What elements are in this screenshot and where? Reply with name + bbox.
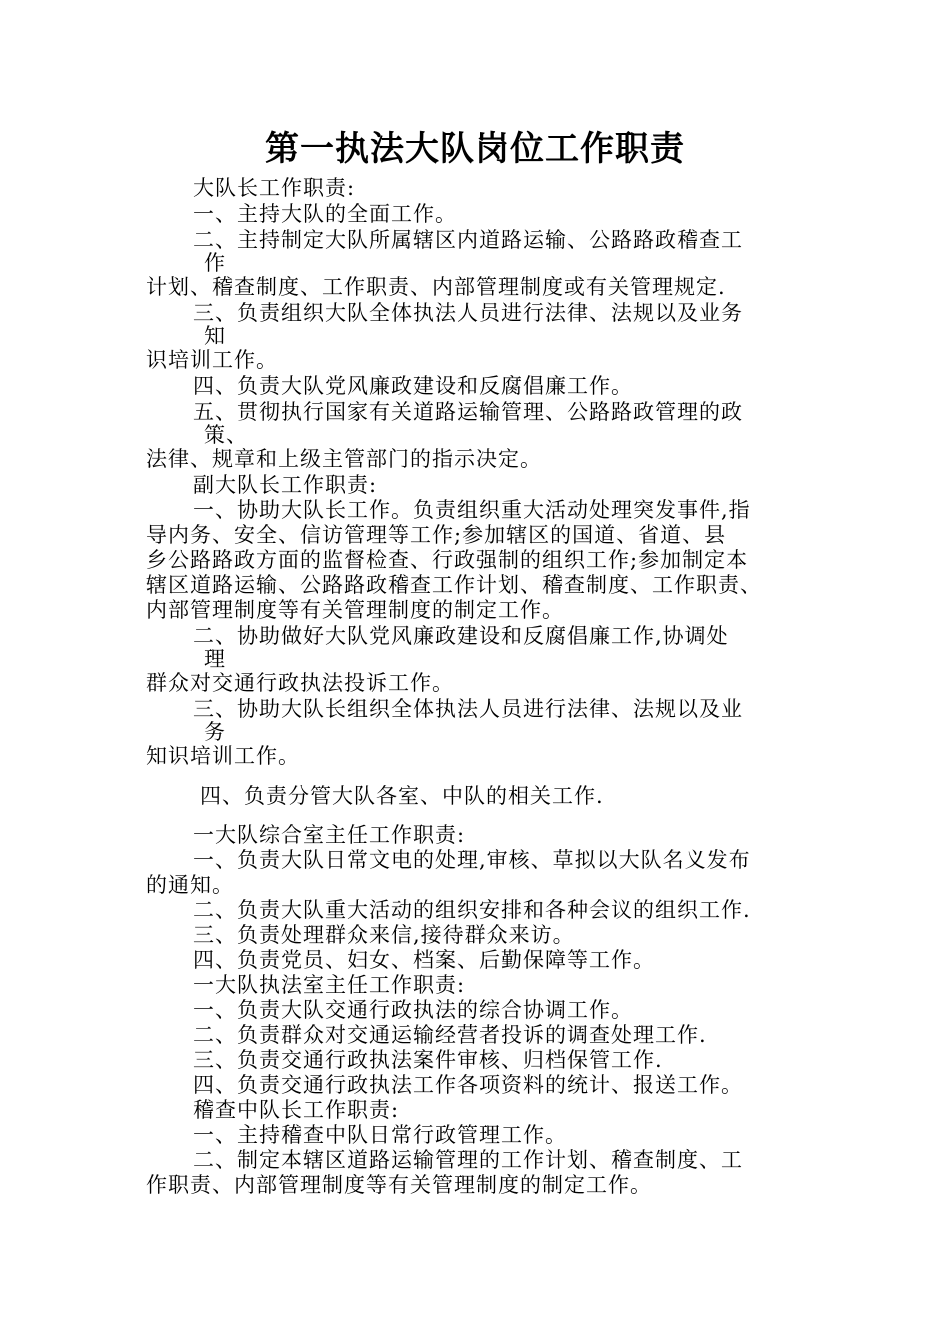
- text-line: 四、负责交通行政执法工作各项资料的统计、报送工作。: [193, 1073, 743, 1097]
- text-line: 二、负责群众对交通运输经营者投诉的调查处理工作.: [193, 1023, 707, 1047]
- text-line: 二、主持制定大队所属辖区内道路运输、公路路政稽查工: [193, 228, 743, 252]
- text-line: 作: [204, 251, 226, 275]
- text-line: 群众对交通行政执法投诉工作。: [146, 671, 454, 695]
- text-line: 一、主持稽查中队日常行政管理工作。: [193, 1123, 567, 1147]
- text-line: 三、负责组织大队全体执法人员进行法律、法规以及业务: [193, 301, 743, 325]
- text-line: 乡公路路政方面的监督检查、行政强制的组织工作;参加制定本: [146, 548, 749, 572]
- text-line: 一大队执法室主任工作职责:: [193, 973, 466, 997]
- text-line: 识培训工作。: [146, 348, 278, 372]
- text-line: 一、负责大队日常文电的处理,审核、草拟以大队名义发布: [193, 848, 751, 872]
- text-line: 一、协助大队长工作。负责组织重大活动处理突发事件,指: [193, 498, 751, 522]
- text-line: 一、主持大队的全面工作。: [193, 202, 457, 226]
- text-line: 辖区道路运输、公路路政稽查工作计划、稽查制度、工作职责、: [146, 573, 762, 597]
- text-line: 三、协助大队长组织全体执法人员进行法律、法规以及业: [193, 697, 743, 721]
- text-line: 四、负责大队党风廉政建设和反腐倡廉工作。: [193, 374, 633, 398]
- text-line: 稽查中队长工作职责:: [193, 1098, 400, 1122]
- text-line: 策、: [204, 423, 248, 447]
- text-line: 四、负责分管大队各室、中队的相关工作.: [200, 784, 604, 808]
- text-line: 一、负责大队交通行政执法的综合协调工作。: [193, 998, 633, 1022]
- text-line: 三、负责交通行政执法案件审核、归档保管工作.: [193, 1048, 663, 1072]
- text-line: 理: [204, 647, 226, 671]
- text-line: 作职责、内部管理制度等有关管理制度的制定工作。: [146, 1173, 652, 1197]
- text-line: 副大队长工作职责:: [193, 473, 378, 497]
- document-title: 第一执法大队岗位工作职责: [265, 129, 685, 169]
- text-line: 大队长工作职责:: [193, 176, 356, 200]
- text-line: 导内务、安全、信访管理等工作;参加辖区的国道、省道、县: [146, 523, 727, 547]
- text-line: 知识培训工作。: [146, 744, 300, 768]
- text-line: 务: [204, 720, 226, 744]
- text-line: 三、负责处理群众来信,接待群众来访。: [193, 923, 575, 947]
- text-line: 五、贯彻执行国家有关道路运输管理、公路路政管理的政: [193, 400, 743, 424]
- text-line: 计划、稽查制度、工作职责、内部管理制度或有关管理规定.: [146, 275, 726, 299]
- text-line: 二、协助做好大队党风廉政建设和反腐倡廉工作,协调处: [193, 624, 729, 648]
- text-line: 二、制定本辖区道路运输管理的工作计划、稽查制度、工: [193, 1148, 743, 1172]
- text-line: 四、负责党员、妇女、档案、后勤保障等工作。: [193, 948, 655, 972]
- text-line: 一大队综合室主任工作职责:: [193, 823, 466, 847]
- text-line: 二、负责大队重大活动的组织安排和各种会议的组织工作.: [193, 898, 751, 922]
- text-line: 法律、规章和上级主管部门的指示决定。: [146, 447, 542, 471]
- text-line: 知: [204, 324, 226, 348]
- text-line: 内部管理制度等有关管理制度的制定工作。: [146, 598, 564, 622]
- text-line: 的通知。: [146, 873, 234, 897]
